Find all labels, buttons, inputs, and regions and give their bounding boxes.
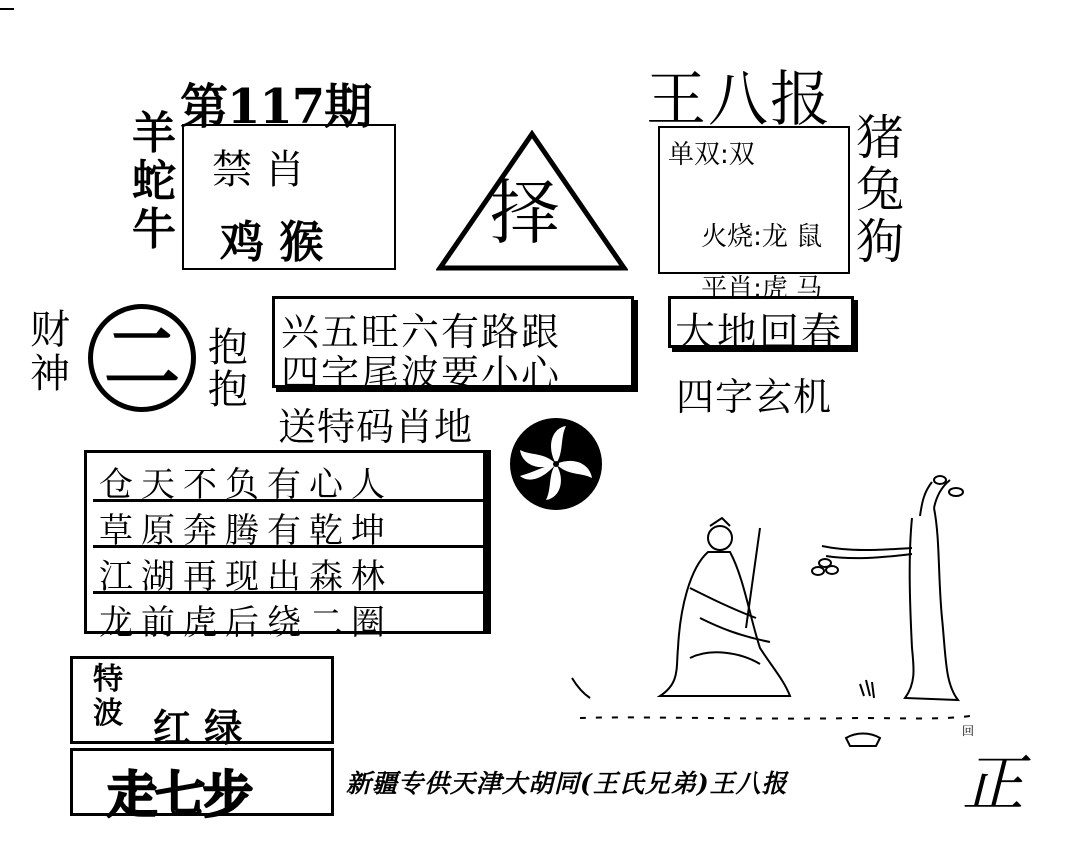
info-box [658, 126, 850, 304]
info-value: 双 [728, 140, 755, 170]
walk-steps-text: 走七步 [107, 765, 251, 824]
zodiac-goat: 羊 [132, 108, 176, 159]
special-wave-box [70, 656, 334, 750]
four-char-text: 四字玄机 [676, 375, 833, 419]
special-wave-value: 红 绿 [153, 705, 243, 750]
poem-line-4: 龙前虎后绕二圈 [99, 603, 393, 643]
zodiac-dog: 狗 [856, 214, 905, 270]
tip-line-1: 兴五旺六有路跟 [281, 310, 562, 354]
special-wave-label [93, 662, 123, 731]
choose-char: 择 [490, 172, 560, 254]
info-label: 平肖: [701, 274, 762, 304]
sage-tree-illustration [560, 468, 980, 758]
zodiac-pig: 猪 [856, 110, 905, 166]
circle-number [88, 304, 196, 412]
forbidden-value: 鸡 猴 [220, 217, 324, 268]
small-mark: 回 [962, 724, 975, 738]
baobao-label [208, 325, 248, 413]
corner-mark [0, 8, 14, 10]
paper-title: 王八报 [646, 65, 832, 135]
caishen-label [30, 307, 70, 397]
circle-char: 二 [104, 313, 180, 402]
tip-box [272, 296, 634, 396]
poem-box [84, 450, 486, 643]
info-label: 火烧: [701, 222, 762, 252]
right-zodiac-column [856, 110, 905, 270]
left-zodiac-column [132, 108, 176, 255]
info-value: 虎 马 [761, 274, 823, 304]
walk-steps-box [70, 748, 334, 824]
wave-label-char: 特 [93, 662, 123, 697]
caishen-char: 神 [30, 351, 70, 397]
send-text: 送特码肖地 [278, 405, 474, 449]
tip-line-2: 四字尾波要小心 [281, 352, 562, 396]
caishen-char: 财 [30, 307, 70, 353]
spring-box [668, 296, 854, 356]
footer-text: 新疆专供天津大胡同(王氏兄弟)王八报 [346, 769, 788, 798]
forbidden-zodiac-box [182, 124, 396, 270]
issue-title: 第117期 [180, 79, 372, 135]
poem-line-1: 仓天不负有心人 [99, 465, 393, 505]
forbidden-title: 禁 肖 [212, 147, 305, 193]
info-row-oddeven [668, 134, 755, 171]
wave-label-char: 波 [93, 696, 123, 731]
spring-text: 大地回春 [675, 310, 843, 356]
poem-line-3: 江湖再现出森林 [99, 557, 393, 597]
zodiac-rabbit: 兔 [856, 162, 905, 218]
poem-line-2: 草原奔腾有乾坤 [99, 511, 393, 551]
bao-char: 抱 [208, 325, 248, 371]
bao-char: 抱 [208, 367, 248, 413]
zodiac-snake: 蛇 [132, 156, 176, 207]
zheng-char: 正 [962, 747, 1025, 820]
info-value: 龙 鼠 [761, 222, 823, 252]
zodiac-ox: 牛 [132, 204, 176, 255]
info-label: 单双: [668, 140, 729, 170]
